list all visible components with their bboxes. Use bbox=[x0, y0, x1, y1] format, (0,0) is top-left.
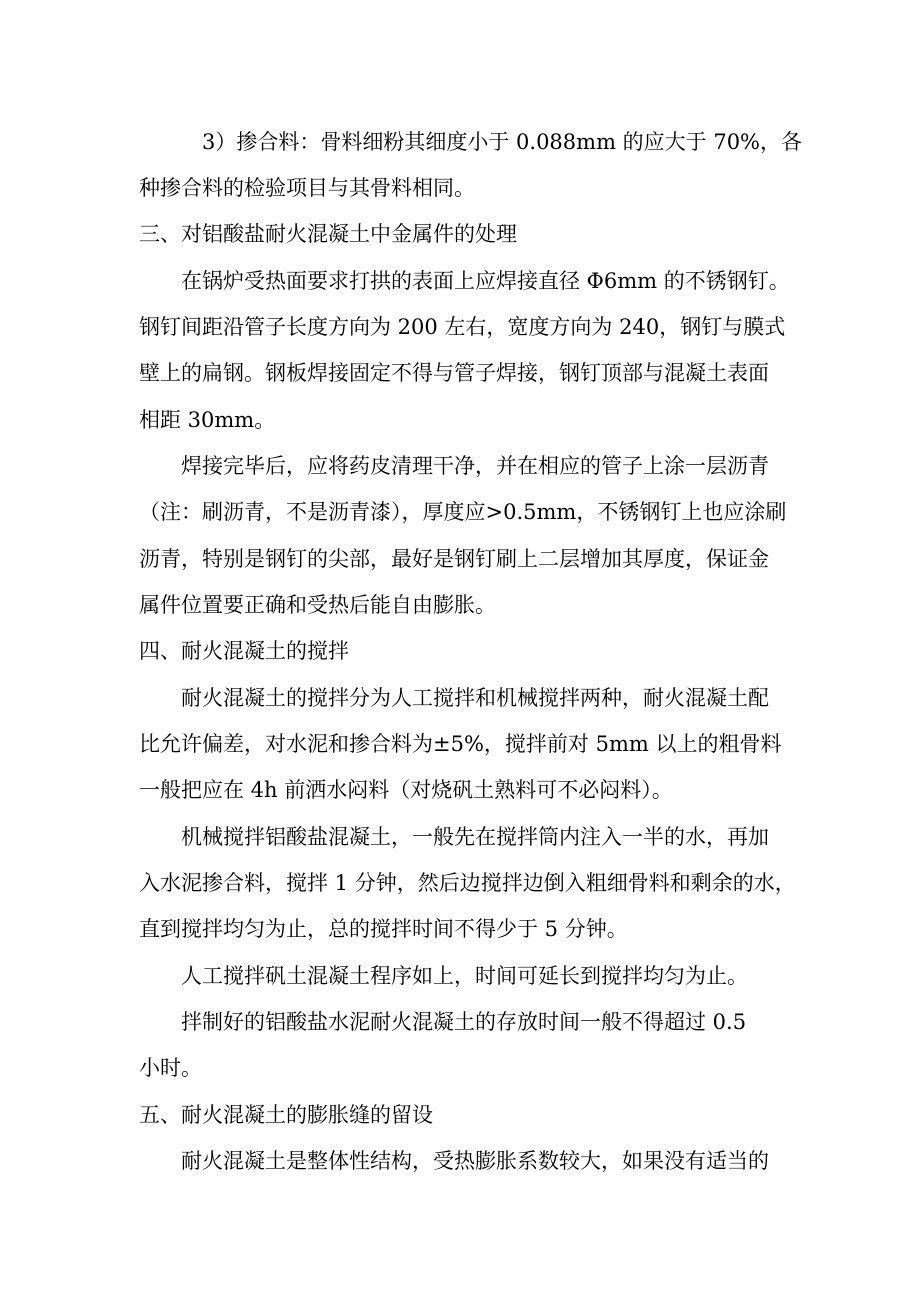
paragraph-line: 一般把应在 4h 前洒水闷料（对烧矾土熟料可不必闷料）。 bbox=[139, 778, 673, 802]
paragraph-line: 钢钉间距沿管子长度方向为 200 左右，宽度方向为 240，钢钉与膜式 bbox=[139, 315, 786, 339]
paragraph-line: 属件位置要正确和受热后能自由膨胀。 bbox=[139, 593, 496, 617]
paragraph-line: 比允许偏差，对水泥和掺合料为±5%，搅拌前对 5mm 以上的粗骨料 bbox=[139, 732, 782, 756]
paragraph-line: 耐火混凝土是整体性结构，受热膨胀系数较大，如果没有适当的 bbox=[181, 1149, 769, 1173]
paragraph-line: 种掺合料的检验项目与其骨料相同。 bbox=[139, 176, 475, 200]
paragraph-line: 在锅炉受热面要求打拱的表面上应焊接直径 Φ6mm 的不锈钢钉。 bbox=[181, 269, 790, 293]
section-heading: 三、对铝酸盐耐火混凝土中金属件的处理 bbox=[139, 222, 517, 246]
paragraph-line: 焊接完毕后，应将药皮清理干净，并在相应的管子上涂一层沥青 bbox=[181, 454, 769, 478]
paragraph-line: 相距 30mm。 bbox=[139, 408, 276, 432]
section-heading: 四、耐火混凝土的搅拌 bbox=[139, 639, 349, 663]
paragraph-line: 直到搅拌均匀为止，总的搅拌时间不得少于 5 分钟。 bbox=[139, 917, 628, 941]
paragraph-line: 沥青，特别是钢钉的尖部，最好是钢钉刷上二层增加其厚度，保证金 bbox=[139, 547, 769, 571]
paragraph-line: 机械搅拌铝酸盐混凝土，一般先在搅拌筒内注入一半的水，再加 bbox=[181, 825, 769, 849]
paragraph-line: 拌制好的铝酸盐水泥耐火混凝土的存放时间一般不得超过 0.5 bbox=[181, 1010, 747, 1034]
paragraph-line: 小时。 bbox=[139, 1056, 202, 1080]
paragraph-line: （注：刷沥青，不是沥青漆），厚度应>0.5mm，不锈钢钉上也应涂刷 bbox=[139, 500, 787, 524]
paragraph-line: 壁上的扁钢。钢板焊接固定不得与管子焊接，钢钉顶部与混凝土表面 bbox=[139, 361, 769, 385]
paragraph-line: 耐火混凝土的搅拌分为人工搅拌和机械搅拌两种，耐火混凝土配 bbox=[181, 686, 769, 710]
paragraph-line: 人工搅拌矾土混凝土程序如上，时间可延长到搅拌均匀为止。 bbox=[181, 964, 748, 988]
paragraph-line: 入水泥掺合料，搅拌 1 分钟，然后边搅拌边倒入粗细骨料和剩余的水， bbox=[139, 871, 796, 895]
section-heading: 五、耐火混凝土的膨胀缝的留设 bbox=[139, 1103, 433, 1127]
paragraph-line: 3）掺合料：骨料细粉其细度小于 0.088mm 的应大于 70%，各 bbox=[202, 130, 803, 154]
